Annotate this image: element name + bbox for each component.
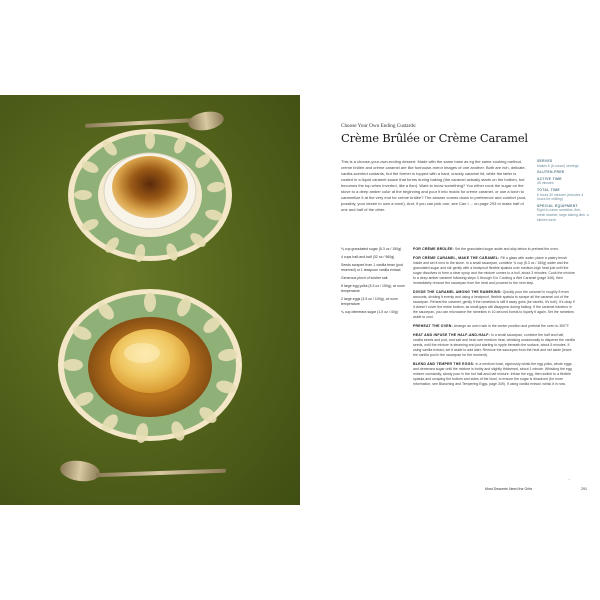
sidebar-label: ACTIVE TIME bbox=[537, 176, 562, 181]
step-heading: FOR CRÈME BRÛLÉE: bbox=[413, 247, 454, 251]
recipe-sidebar bbox=[537, 159, 589, 224]
running-footer: Most Desserts Need the Grits bbox=[485, 487, 533, 491]
step-heading: DIVIDE THE CARAMEL AMONG THE RAMEKINS: bbox=[413, 290, 502, 294]
method-step bbox=[413, 256, 575, 286]
sidebar-label: TOTAL TIME bbox=[537, 187, 560, 192]
recipe-kicker: Choose Your Own Ending Custards: bbox=[341, 123, 417, 129]
step-heading: HEAT AND INFUSE THE HALF-AND-HALF: bbox=[413, 333, 490, 337]
method-step bbox=[413, 247, 575, 252]
recipe-page bbox=[305, 95, 595, 505]
step-text: In a small saucepan, combine the half and half, vanilla seeds and pod, and salt and heat over medium heat, whisking occasionally to disperse the vanilla seeds, until the mixture is steaming and just starting to ripple beneath the surface, about 5 minutes. If using vanilla extract, set it aside to add later. Remove the saucepan from the heat and set aside (leave the vanilla pod in the saucepan for the moment). bbox=[413, 333, 575, 357]
sidebar-label: SPECIAL EQUIPMENT bbox=[537, 203, 578, 208]
step-heading: PREHEAT THE OVEN: bbox=[413, 324, 453, 328]
sidebar-label: SERVES bbox=[537, 159, 553, 163]
recipe-title: Crème Brûlée or Crème Caramel bbox=[341, 131, 528, 145]
step-text: Quickly pour the caramel in roughly 8 even amounts, dividing it evenly and using a heatproof, flexible spatula to scrape all the caramel out of the saucepan. Reheat the caramel, gently if the ramekins is still it away goes (be careful, it's hot!). It's okay if it doesn't cover the entire bottom, as small gaps will disappear during baking. If the caramel hardens in the saucepan, you can microwave the ramekins in 10-second bursts to liquefy it again. Set the ramekins aside to cool. bbox=[413, 290, 575, 319]
ingredient-item: Seeds scraped from 1 vanilla bean (pod reserved) or 1 teaspoon vanilla extract bbox=[341, 263, 403, 272]
step-text: Set the granulated sugar aside and skip below to preheat the oven. bbox=[454, 247, 559, 251]
method-step bbox=[413, 333, 575, 358]
ingredient-item: ¼ cup demerara sugar (1.5 oz / 40g) bbox=[341, 310, 398, 314]
step-text: Arrange an oven rack in the center position and preheat the oven to 300°F. bbox=[453, 324, 570, 328]
step-text: Fill a glass with water, place a pastry brush inside and set it next to the stove. In a small saucepan, combine ¾ cup (5.3 oz / 150g) water and the granulated sugar and stir gently with a heatproof flexible spatula over medium-high heat just until the sugar dissolves to form a clear syrup and the mixture comes to a boil, about 3 minutes. Cook the mixture to a deep amber caramel following steps 3 through 5 in Cooking a Wet Caramel (page 346), then immediately remove the saucepan from the heat and proceed to the next step. bbox=[413, 256, 575, 285]
sidebar-value: 6 hours 30 minutes (includes 4 hours for chilling) bbox=[537, 192, 584, 202]
method-step bbox=[413, 290, 575, 320]
step-heading: BLEND AND TEMPER THE EGGS: bbox=[413, 362, 475, 366]
dessert-photo-illustration bbox=[0, 95, 300, 505]
ingredient-item: ¾ cup granulated sugar (5.3 oz / 150g) bbox=[341, 247, 402, 251]
method-step bbox=[413, 362, 575, 387]
ingredient-list bbox=[341, 247, 405, 318]
dessert-photo bbox=[0, 95, 300, 505]
ingredient-item: Generous pinch of kosher salt bbox=[341, 276, 388, 280]
ingredient-item: 2 large eggs (3.5 oz / 100g), at room temperature bbox=[341, 297, 398, 306]
method-steps bbox=[413, 247, 575, 391]
top-plate bbox=[68, 129, 232, 263]
ingredient-item: 4 cups half-and-half (32 oz / 960g) bbox=[341, 255, 395, 259]
method-step bbox=[413, 324, 575, 329]
ingredient-item: 8 large egg yolks (5.3 oz / 150g), at room temperature bbox=[341, 284, 405, 293]
sidebar-value: 45 minutes bbox=[537, 181, 554, 186]
recipe-intro: This is a choose-your-own-ending dessert. Made with the same base as eg the same cooking method, crème brûlée and crème caramel are like funhouse-mirror images of one another. Both are rich, delicate, vanilla-scented custards, but the former is topped with a hard, crackly caramel lid, while the latter is coated in a liquid caramel sauce that forms during baking (the caramel actually starts on the bottom, but becomes the top when inverted, like a flan). Want to know something? You either cook the sugar on the stove to a deep amber color at the beginning and pour it into molds for crème caramel, or use a torch to caramelize it at the very end for crème brûlée? The answer comes down to preference and comfort (and, possibly, your desire to own a torch). And, if you can pick one, see Can I ... on page 293 to make half of one and half of the other. bbox=[341, 159, 527, 212]
sidebar-value: Eight 6-ounce ramekins, fine-mesh strainer, large baking dish, a kitchen torch bbox=[537, 208, 589, 222]
bottom-plate bbox=[58, 289, 242, 444]
step-heading: FOR CRÈME CARAMEL, MAKE THE CARAMEL: bbox=[413, 256, 500, 260]
sidebar-value: Makes 6 (6-ounce) servings bbox=[537, 163, 579, 168]
step-text: In a medium bowl, vigorously whisk the egg yolks, whole eggs, and demerara sugar until the mixture is frothy and slightly thickened, about 1 minute. Whisking the egg mixture constantly, slowly pour in the hot half-and-half mixture. Infuse the egg, then switch to a flexible spatula and scraping the bottom and sides of the bowl, to ensure the sugar is dissolved (for more information, see Blanching and Tempering Eggs, page 349). If using vanilla extract, whisk it in now. bbox=[413, 362, 573, 386]
page-number: 291 bbox=[581, 487, 587, 491]
continue-arrow-icon: → bbox=[567, 477, 571, 481]
bottom-spoon bbox=[59, 458, 226, 483]
sidebar-label: GLUTEN-FREE bbox=[537, 170, 565, 175]
